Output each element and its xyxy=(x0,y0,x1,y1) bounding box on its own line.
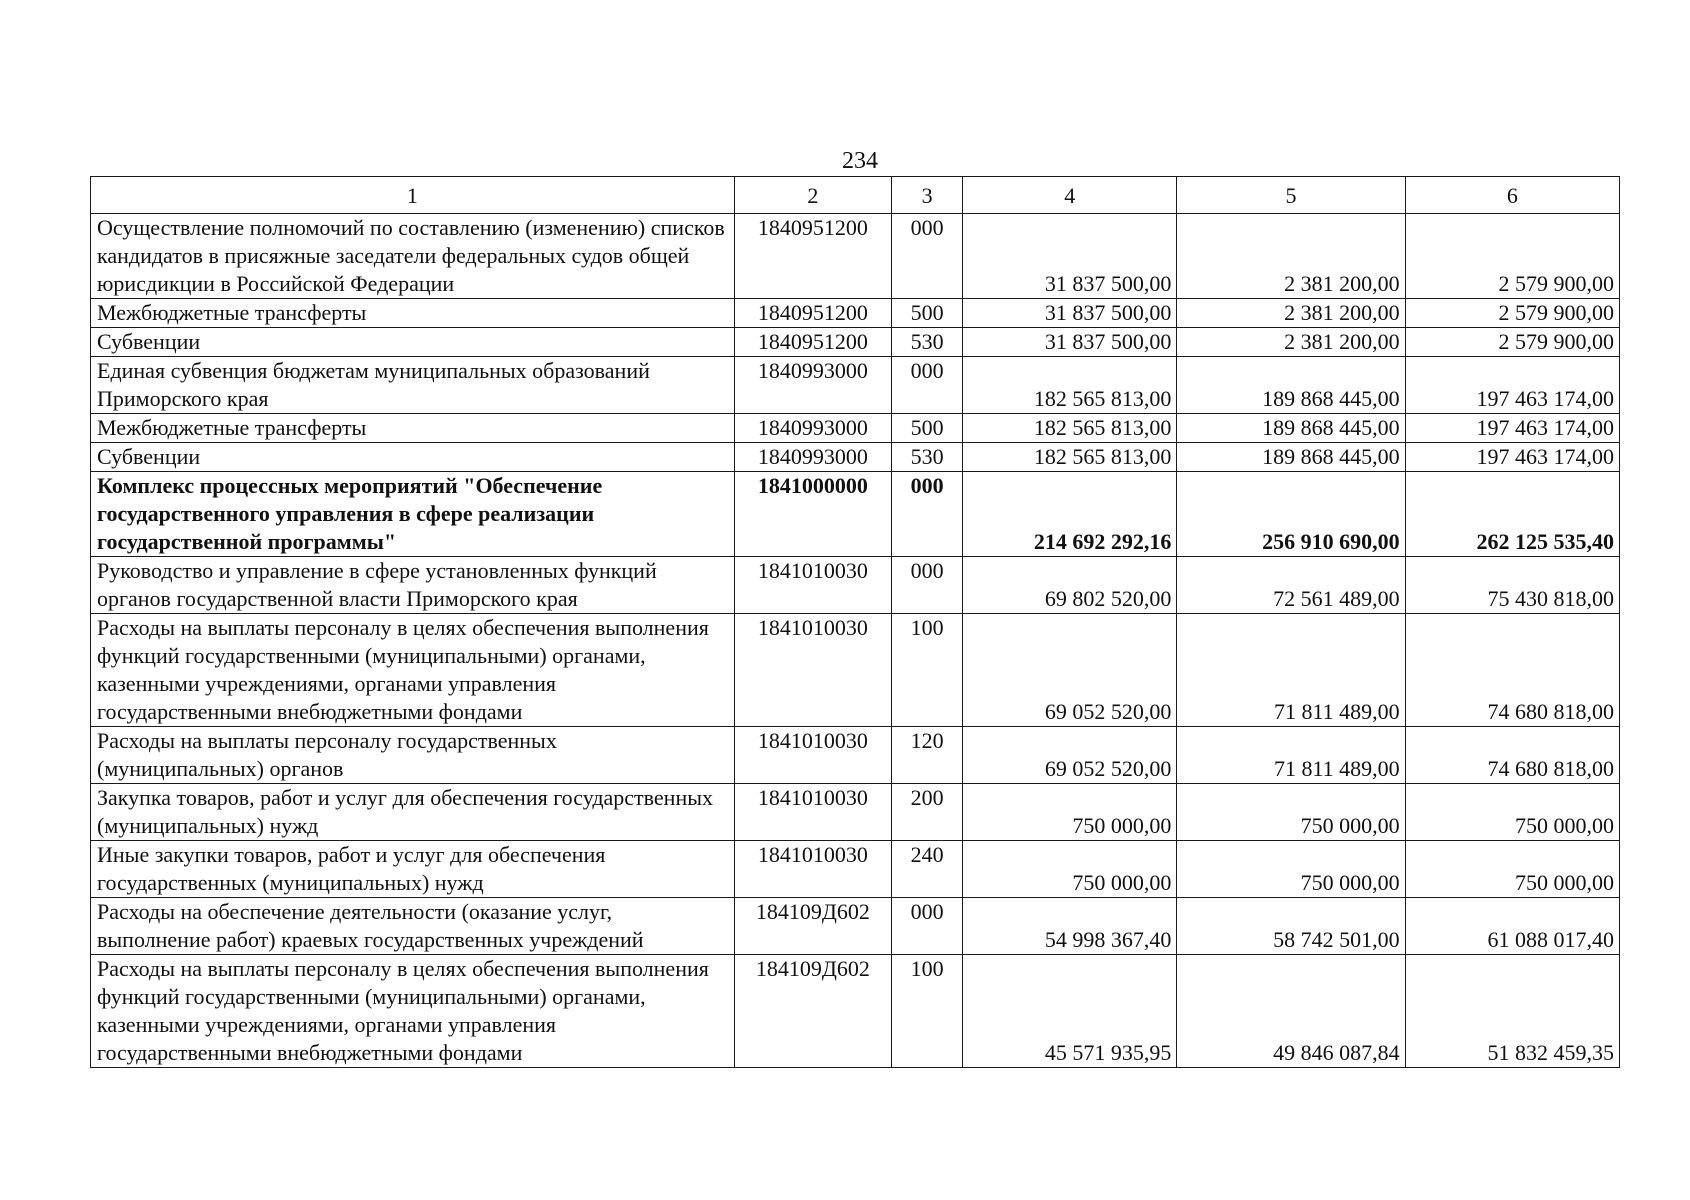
row-kind-code: 530 xyxy=(892,443,963,472)
row-amount-5: 2 381 200,00 xyxy=(1177,328,1405,357)
row-amount-6: 197 463 174,00 xyxy=(1405,414,1619,443)
row-amount-6: 197 463 174,00 xyxy=(1405,357,1619,414)
table-row xyxy=(91,357,1620,414)
column-header-5: 5 xyxy=(1177,177,1405,214)
row-name: Субвенции xyxy=(91,443,735,472)
row-amount-6: 750 000,00 xyxy=(1405,784,1619,841)
row-code: 1840993000 xyxy=(734,414,891,443)
column-header-3: 3 xyxy=(892,177,963,214)
row-amount-4: 31 837 500,00 xyxy=(963,214,1177,299)
row-kind-code: 500 xyxy=(892,299,963,328)
row-kind-code: 000 xyxy=(892,557,963,614)
row-amount-4: 54 998 367,40 xyxy=(963,898,1177,955)
row-kind-code: 530 xyxy=(892,328,963,357)
row-name: Межбюджетные трансферты xyxy=(91,299,735,328)
page-number: 234 xyxy=(842,148,878,174)
row-amount-5: 71 811 489,00 xyxy=(1177,614,1405,727)
row-amount-4: 69 802 520,00 xyxy=(963,557,1177,614)
row-amount-4: 69 052 520,00 xyxy=(963,727,1177,784)
row-amount-6: 262 125 535,40 xyxy=(1405,472,1619,557)
row-code: 1841000000 xyxy=(734,472,891,557)
row-amount-6: 51 832 459,35 xyxy=(1405,955,1619,1068)
table-row xyxy=(91,614,1620,727)
row-code: 184109Д602 xyxy=(734,955,891,1068)
row-amount-4: 31 837 500,00 xyxy=(963,328,1177,357)
row-name: Расходы на выплаты персоналу в целях обеспечения выполнения функций государственными (муниципальными) органами, казенными учреждениями, органами управления государственными внебюджетными фондами xyxy=(91,955,735,1068)
column-header-2: 2 xyxy=(734,177,891,214)
row-amount-6: 197 463 174,00 xyxy=(1405,443,1619,472)
table-row xyxy=(91,472,1620,557)
row-amount-4: 750 000,00 xyxy=(963,784,1177,841)
row-name: Осуществление полномочий по составлению (изменению) списков кандидатов в присяжные заседатели федеральных судов общей юрисдикции в Российской Федерации xyxy=(91,214,735,299)
row-amount-4: 45 571 935,95 xyxy=(963,955,1177,1068)
row-amount-5: 2 381 200,00 xyxy=(1177,299,1405,328)
row-kind-code: 000 xyxy=(892,214,963,299)
row-code: 1841010030 xyxy=(734,784,891,841)
row-name: Расходы на выплаты персоналу государственных (муниципальных) органов xyxy=(91,727,735,784)
row-amount-5: 189 868 445,00 xyxy=(1177,414,1405,443)
row-amount-6: 750 000,00 xyxy=(1405,841,1619,898)
table-row xyxy=(91,784,1620,841)
table-header-row xyxy=(91,177,1620,214)
row-kind-code: 100 xyxy=(892,614,963,727)
row-amount-4: 182 565 813,00 xyxy=(963,443,1177,472)
row-kind-code: 200 xyxy=(892,784,963,841)
table-row xyxy=(91,898,1620,955)
row-code: 1841010030 xyxy=(734,727,891,784)
row-name: Руководство и управление в сфере установленных функций органов государственной власти Приморского края xyxy=(91,557,735,614)
row-code: 1841010030 xyxy=(734,557,891,614)
row-amount-5: 72 561 489,00 xyxy=(1177,557,1405,614)
row-name: Закупка товаров, работ и услуг для обеспечения государственных (муниципальных) нужд xyxy=(91,784,735,841)
row-name: Расходы на выплаты персоналу в целях обеспечения выполнения функций государственными (муниципальными) органами, казенными учреждениями, органами управления государственными внебюджетными фондами xyxy=(91,614,735,727)
row-kind-code: 100 xyxy=(892,955,963,1068)
table-row xyxy=(91,214,1620,299)
row-amount-6: 2 579 900,00 xyxy=(1405,214,1619,299)
row-amount-4: 31 837 500,00 xyxy=(963,299,1177,328)
row-name: Единая субвенция бюджетам муниципальных образований Приморского края xyxy=(91,357,735,414)
row-code: 1840993000 xyxy=(734,357,891,414)
row-amount-5: 2 381 200,00 xyxy=(1177,214,1405,299)
row-kind-code: 000 xyxy=(892,357,963,414)
table-row xyxy=(91,328,1620,357)
row-amount-5: 58 742 501,00 xyxy=(1177,898,1405,955)
column-header-6: 6 xyxy=(1405,177,1619,214)
row-name: Комплекс процессных мероприятий "Обеспечение государственного управления в сфере реализации государственной программы" xyxy=(91,472,735,557)
row-amount-5: 256 910 690,00 xyxy=(1177,472,1405,557)
row-kind-code: 000 xyxy=(892,472,963,557)
row-amount-5: 750 000,00 xyxy=(1177,784,1405,841)
row-amount-4: 750 000,00 xyxy=(963,841,1177,898)
table-row xyxy=(91,299,1620,328)
row-amount-5: 71 811 489,00 xyxy=(1177,727,1405,784)
row-code: 1840951200 xyxy=(734,328,891,357)
table-row xyxy=(91,443,1620,472)
column-header-4: 4 xyxy=(963,177,1177,214)
row-code: 1840993000 xyxy=(734,443,891,472)
row-code: 1841010030 xyxy=(734,614,891,727)
row-kind-code: 240 xyxy=(892,841,963,898)
row-name: Иные закупки товаров, работ и услуг для обеспечения государственных (муниципальных) нужд xyxy=(91,841,735,898)
table-row xyxy=(91,841,1620,898)
row-amount-4: 214 692 292,16 xyxy=(963,472,1177,557)
row-name: Расходы на обеспечение деятельности (оказание услуг, выполнение работ) краевых государственных учреждений xyxy=(91,898,735,955)
row-name: Межбюджетные трансферты xyxy=(91,414,735,443)
row-code: 1841010030 xyxy=(734,841,891,898)
row-code: 1840951200 xyxy=(734,299,891,328)
table-body xyxy=(91,214,1620,1068)
table-row xyxy=(91,414,1620,443)
row-amount-6: 74 680 818,00 xyxy=(1405,614,1619,727)
row-amount-5: 49 846 087,84 xyxy=(1177,955,1405,1068)
column-header-1: 1 xyxy=(91,177,735,214)
row-amount-5: 189 868 445,00 xyxy=(1177,443,1405,472)
table-row xyxy=(91,955,1620,1068)
table-row xyxy=(91,557,1620,614)
row-amount-4: 182 565 813,00 xyxy=(963,357,1177,414)
row-amount-6: 75 430 818,00 xyxy=(1405,557,1619,614)
row-kind-code: 500 xyxy=(892,414,963,443)
row-amount-5: 189 868 445,00 xyxy=(1177,357,1405,414)
row-amount-5: 750 000,00 xyxy=(1177,841,1405,898)
row-code: 184109Д602 xyxy=(734,898,891,955)
row-name: Субвенции xyxy=(91,328,735,357)
row-amount-4: 69 052 520,00 xyxy=(963,614,1177,727)
budget-table xyxy=(90,176,1620,1068)
row-kind-code: 000 xyxy=(892,898,963,955)
row-code: 1840951200 xyxy=(734,214,891,299)
row-kind-code: 120 xyxy=(892,727,963,784)
row-amount-6: 2 579 900,00 xyxy=(1405,328,1619,357)
row-amount-4: 182 565 813,00 xyxy=(963,414,1177,443)
row-amount-6: 74 680 818,00 xyxy=(1405,727,1619,784)
row-amount-6: 61 088 017,40 xyxy=(1405,898,1619,955)
table-row xyxy=(91,727,1620,784)
row-amount-6: 2 579 900,00 xyxy=(1405,299,1619,328)
